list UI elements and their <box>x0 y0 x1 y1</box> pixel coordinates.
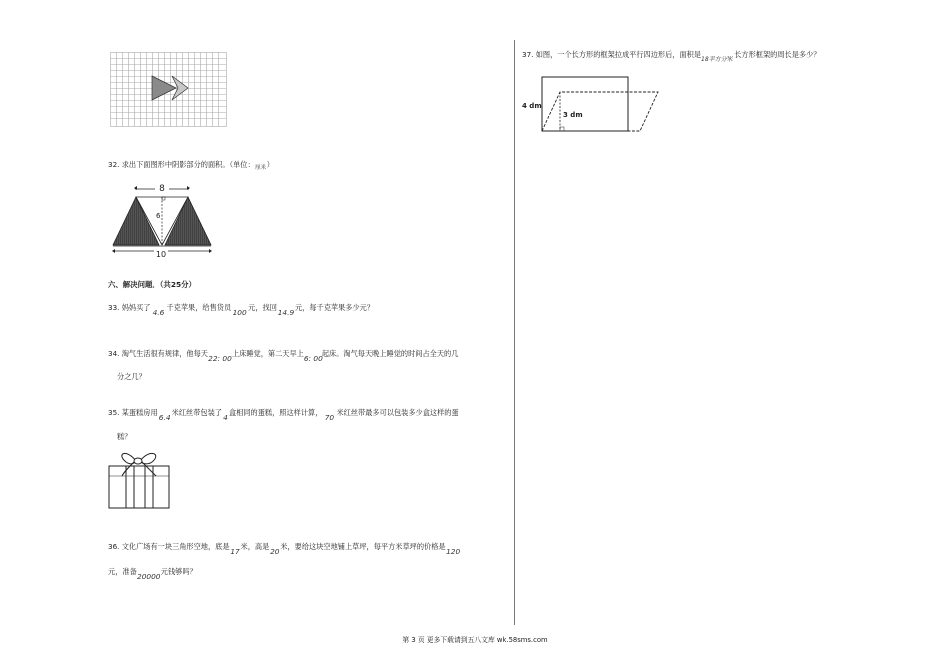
value-6.4: 6.4 <box>158 413 171 422</box>
label-height-6: 6 <box>156 212 161 220</box>
question-37: 37. 如图，一个长方形的框架拉成平行四边形后，面积是 18平方分米 ，长方形框架的周长是多少？ <box>522 50 821 63</box>
value-100: 100 <box>232 308 247 317</box>
label-3dm: 3 dm <box>563 111 583 119</box>
question-35-line2: 糕？ <box>117 432 132 441</box>
value-20000: 20000 <box>137 572 161 581</box>
value-17: 17 <box>230 547 240 556</box>
section-title: 六、解决问题．（共25分） <box>108 280 196 289</box>
label-bottom-10: 10 <box>155 250 167 259</box>
label-top-8: 8 <box>159 184 165 194</box>
question-35: 35. 某蛋糕房用 6.4 米红丝带包装了 4 盒相同的蛋糕，照这样计算， 70 米红丝带最多可以包装多少盒这样的蛋 <box>108 408 459 422</box>
value-20: 20 <box>270 547 280 556</box>
column-divider <box>514 40 515 625</box>
shaded-trapezoid-figure <box>108 180 218 260</box>
value-4: 4 <box>223 413 228 422</box>
value-70: 70 <box>324 413 335 422</box>
label-4dm: 4 dm <box>522 102 542 110</box>
value-area: 18平方分米 <box>701 56 733 63</box>
value-14.9: 14.9 <box>277 308 295 317</box>
page-footer: 第 3 页 更多下载请到五八文库 wk.58sms.com <box>402 636 548 644</box>
value-22-00: 22: 00 <box>208 354 232 363</box>
gift-box-illustration <box>106 446 172 512</box>
value-120: 120 <box>446 547 461 556</box>
question-33: 33. 妈妈买了 4.6 千克苹果，给售货员 100 元，找回 14.9 元，每千克苹果多少元？ <box>108 303 375 317</box>
value-6-00: 6: 00 <box>303 354 323 363</box>
question-32: 32. 求出下面图形中阴影部分的面积。（单位： 厘米 ） <box>108 160 274 171</box>
unit-label: 厘米 <box>255 165 267 171</box>
value-4.6: 4.6 <box>152 308 165 317</box>
rectangle-parallelogram-figure <box>520 72 670 138</box>
question-36-line2: 元，准备 20000 元钱够吗？ <box>108 567 197 581</box>
question-34-line2: 分之几？ <box>117 372 146 381</box>
question-34: 34. 淘气生活很有规律，他每天 22: 00 上床睡觉，第二天早上 6: 00 起床。淘气每天晚上睡觉的时间占全天的几 <box>108 349 459 363</box>
question-36: 36. 文化广场有一块三角形空地，底是 17 米，高是 20 米，要给这块空地铺上草坪，每平方米草坪的价格是 120 <box>108 542 461 556</box>
grid-arrow-figure <box>110 52 230 130</box>
